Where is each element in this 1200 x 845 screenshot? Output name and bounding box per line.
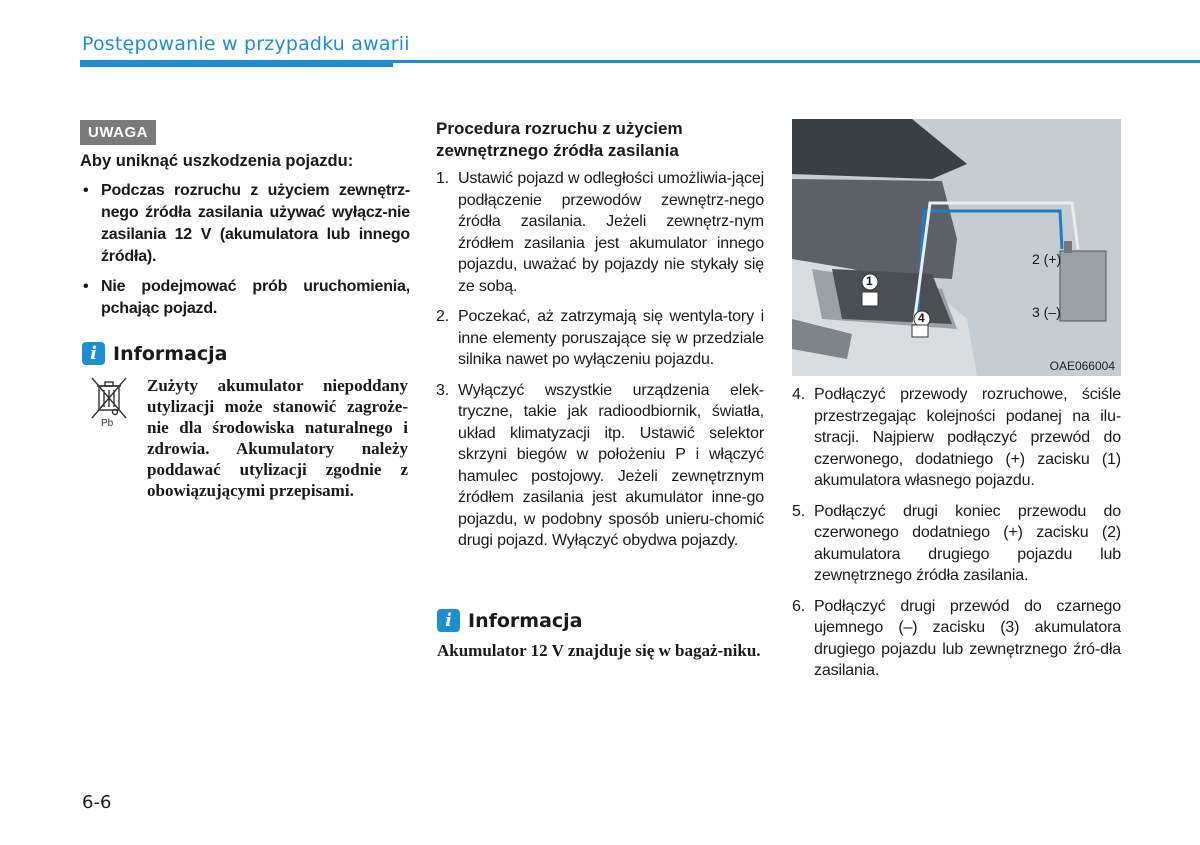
callout-3: 3 (–) xyxy=(1032,304,1061,320)
page-header-title: Postępowanie w przypadku awarii xyxy=(82,33,410,55)
info-title: Informacja xyxy=(468,609,583,632)
step-number: 1. xyxy=(436,170,450,187)
step-text: Podłączyć drugi koniec przewodu do czerwonego dodatniego (+) zacisku (2) akumulatora drugiego pojazdu lub zewnętrznego źródła zasilania. xyxy=(814,502,1121,584)
info-title: Informacja xyxy=(113,342,228,365)
warning-badge: UWAGA xyxy=(80,120,156,145)
step-text: Ustawić pojazd w odległości umożliwia-jącej podłączenie przewodów zewnętrz-nego źródła zasilania. Jeżeli zewnętrz-nym źródłem zasilania jest akumulator innego pojazdu, uważać by pojazdy nie stykały się ze sobą. xyxy=(458,170,764,295)
step-number: 2. xyxy=(436,308,450,325)
warning-item: • Podczas rozruchu z użyciem zewnętrz-nego źródła zasilania używać wyłącz-nie zasilania 12 V (akumulatora lub innego źródła). xyxy=(80,180,410,268)
procedure-step xyxy=(436,380,764,552)
step-number: 5. xyxy=(792,502,806,520)
figure-code: OAE066004 xyxy=(1049,359,1115,373)
step-text: Podłączyć drugi przewód do czarnego ujemnego (–) zacisku (3) akumulatora drugiego pojazdu lub zewnętrznego źró-dła zasilania. xyxy=(814,597,1121,679)
step-number: 6. xyxy=(792,597,806,615)
callout-2: 2 (+) xyxy=(1032,251,1062,267)
page-number: 6-6 xyxy=(82,792,112,813)
procedure-step xyxy=(792,596,1121,682)
step-text: Podłączyć przewody rozruchowe, ściśle przestrzegając kolejności podanej na ilu-stracji. Najpierw podłączyć przewód do czerwonego, dodatniego (+) zacisku (1) akumulatora własnego pojazdu. xyxy=(814,386,1121,489)
info-icon: i xyxy=(437,609,460,632)
info-heading xyxy=(82,342,228,365)
info2-text: Akumulator 12 V znajduje się w bagaż-niku. xyxy=(437,641,761,660)
header-rule-accent xyxy=(80,63,393,67)
step-text: Poczekać, aż zatrzymają się wentyla-tory i inne elementy poruszające się w przedziale silnika nawet po wyłączeniu pojazdu. xyxy=(458,308,764,368)
callout-1: 1 xyxy=(866,274,873,288)
info-heading xyxy=(437,609,583,632)
step-number: 4. xyxy=(792,386,806,403)
procedure-step xyxy=(792,501,1121,587)
procedure-step xyxy=(436,306,764,371)
procedure-steps-continued xyxy=(792,384,1121,691)
callout-4: 4 xyxy=(918,311,925,325)
warning-lead: Aby uniknąć uszkodzenia pojazdu: xyxy=(80,152,354,170)
jump-start-illustration xyxy=(792,119,1121,376)
procedure-steps xyxy=(436,168,764,561)
procedure-step xyxy=(436,168,764,297)
warning-list xyxy=(80,180,410,328)
procedure-title: Procedura rozruchu z użyciem zewnętrznego źródła zasilania xyxy=(436,119,683,160)
procedure-step xyxy=(792,384,1121,492)
warning-item: • Nie podejmować prób uruchomienia, pchając pojazd. xyxy=(80,276,410,320)
info-icon: i xyxy=(82,342,105,365)
info1-text: Zużyty akumulator niepoddany utylizacji może stanowić zagroże-nie dla środowiska naturalnego i zdrowia. Akumulatory należy poddawać utylizacji zgodnie z obowiązującymi przepisami. xyxy=(147,376,408,500)
step-number: 3. xyxy=(436,381,450,399)
pb-label: Pb xyxy=(101,418,114,429)
step-text: Wyłączyć wszystkie urządzenia elek-tryczne, takie jak radioodbiornik, światła, układ klimatyzacji itp. Ustawić selektor skrzyni biegów w położeniu P i włączyć hamulec postojowy. Jeżeli zewnętrznym źródłem zasilania jest akumulator inne-go pojazdu, w podobny sposób unieru-chomić drugi pojazd. Wyłączyć obydwa pojazdy. xyxy=(458,381,764,549)
